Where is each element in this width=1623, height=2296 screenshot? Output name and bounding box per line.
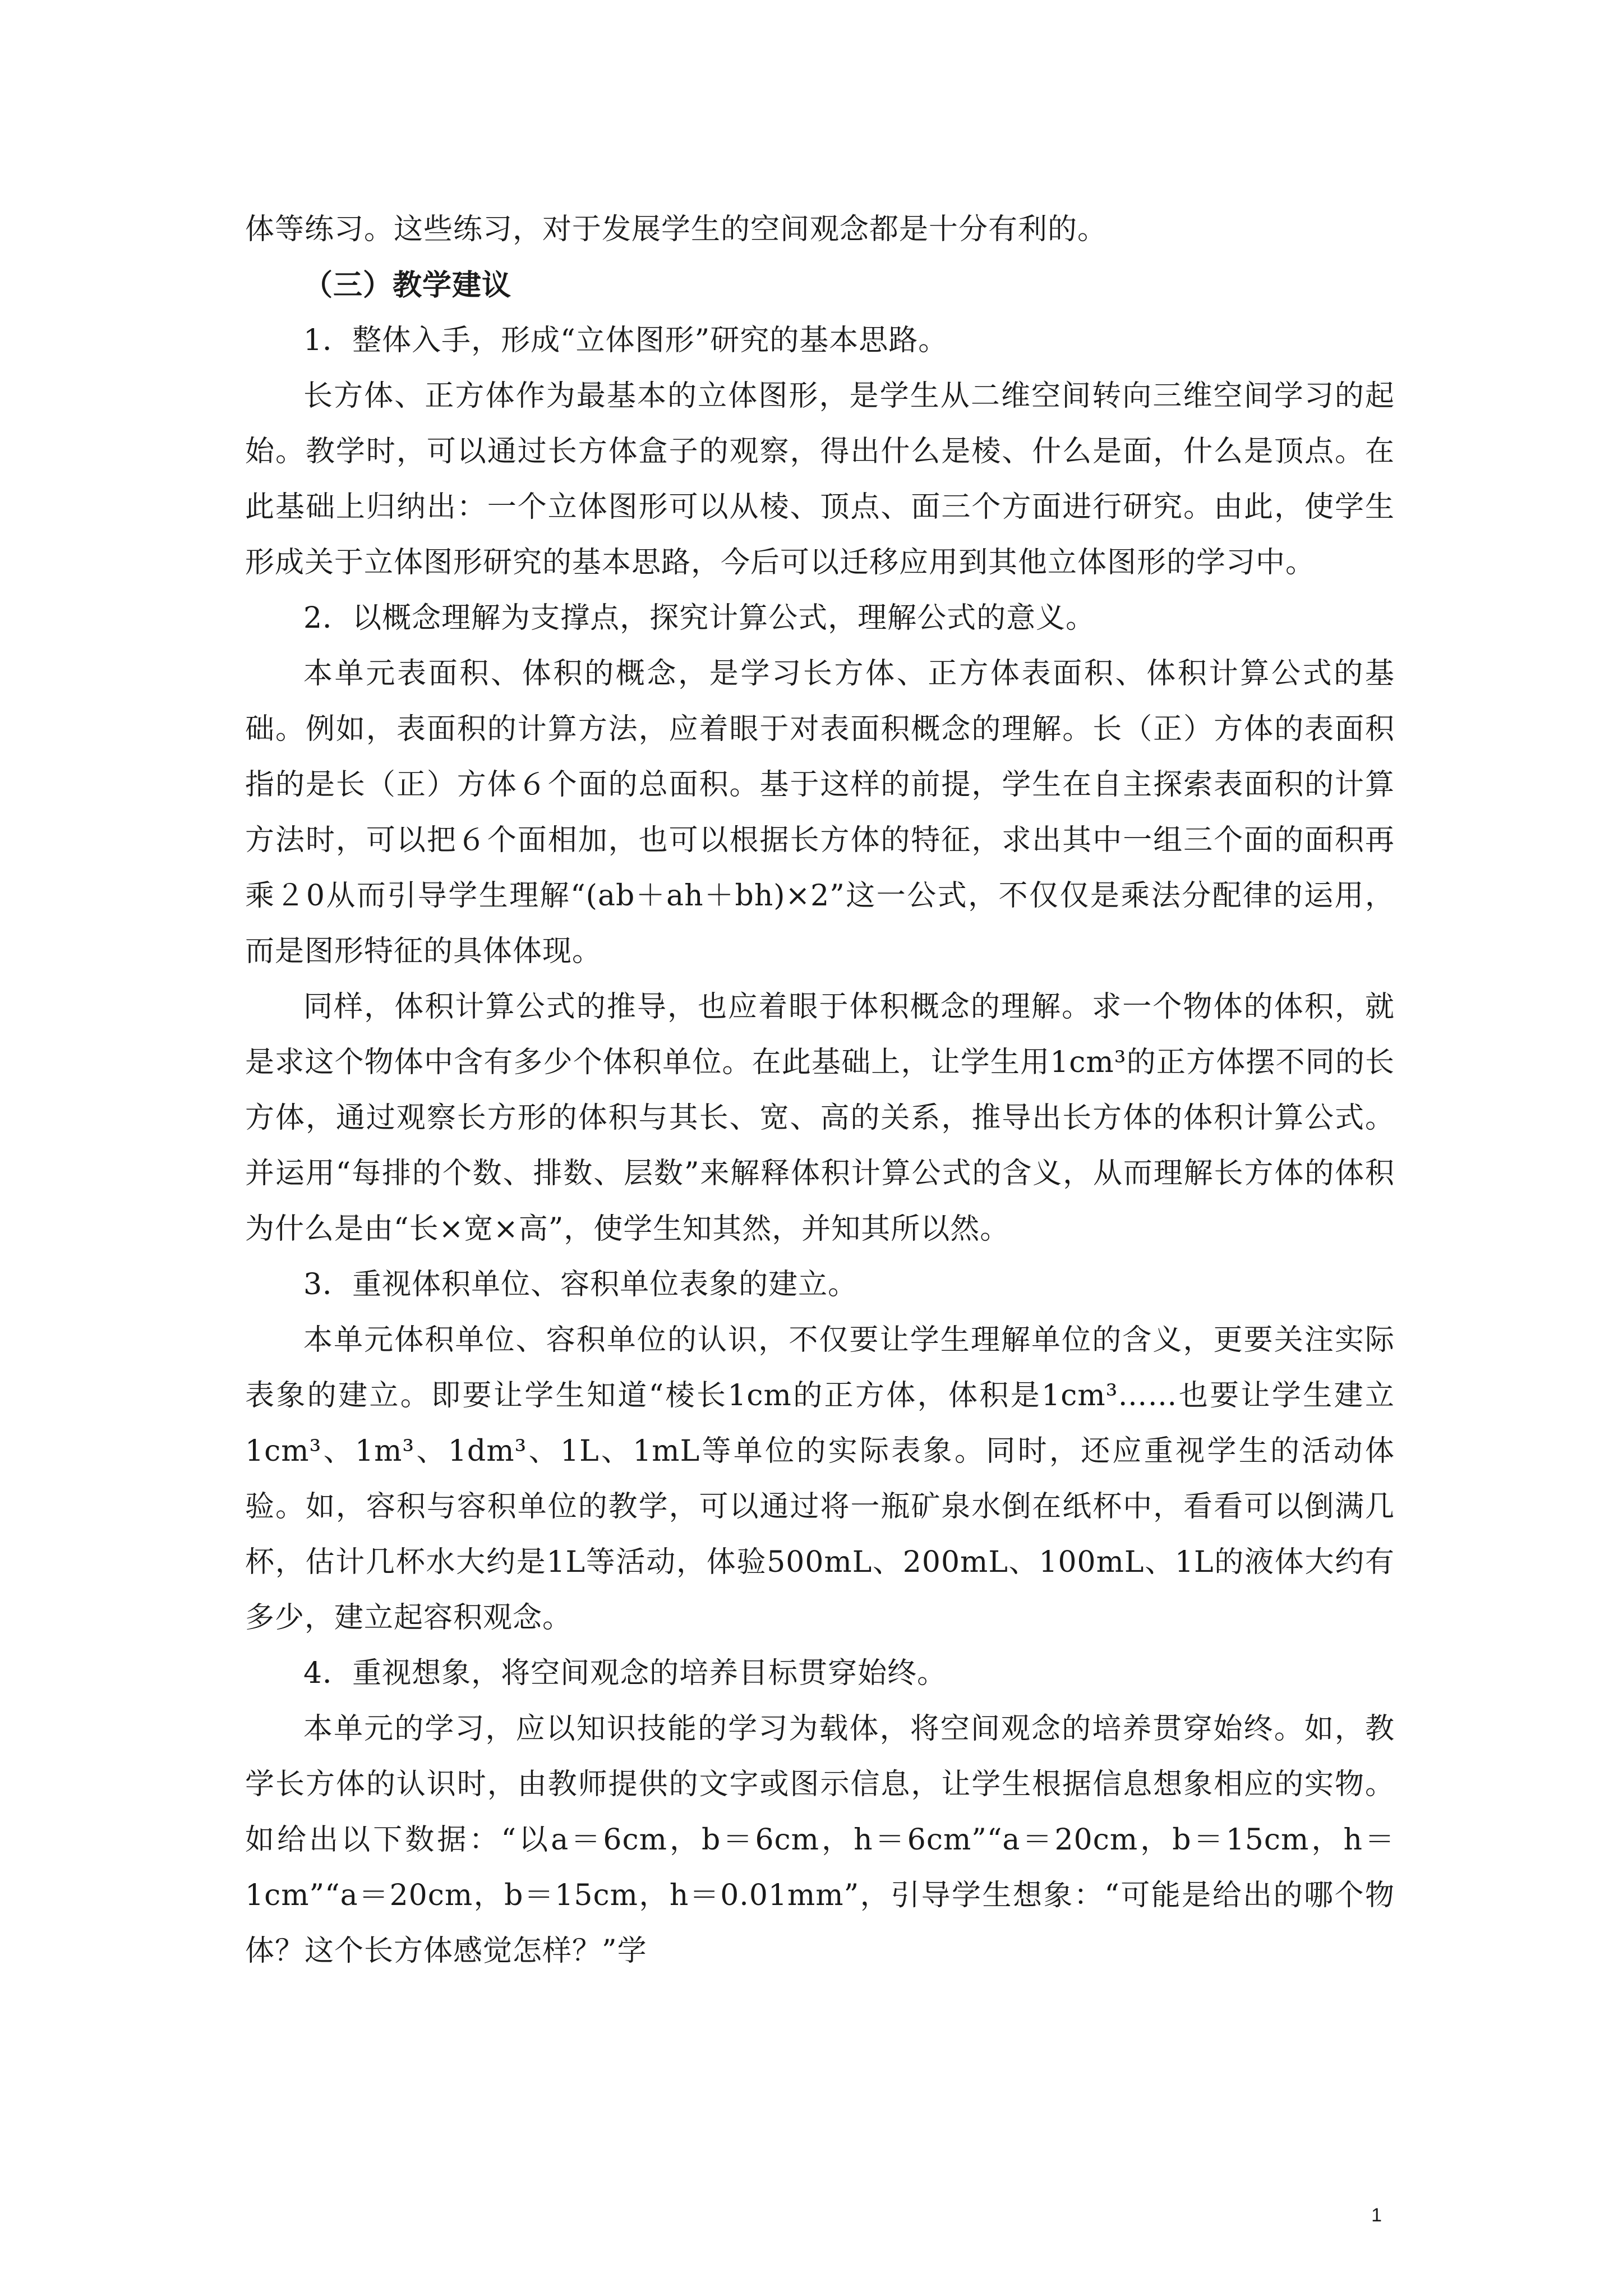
suggestion-1-body: 长方体、正方体作为最基本的立体图形，是学生从二维空间转向三维空间学习的起始。教学时，可以通过长方体盒子的观察，得出什么是棱、什么是面，什么是顶点。在此基础上归纳出：一个立体图形可以从棱、顶点、面三个方面进行研究。由此，使学生形成关于立体图形研究的基本思路，今后可以迁移应用到其他立体图形的学习中。 — [245, 379, 1395, 579]
suggestion-3-title: 3．重视体积单位、容积单位表象的建立。 — [303, 1268, 858, 1301]
suggestion-4-body: 本单元的学习，应以知识技能的学习为载体，将空间观念的培养贯穿始终。如，教学长方体的认识时，由教师提供的文字或图示信息，让学生根据信息想象相应的实物。如给出以下数据：“以a＝6cm，b＝6cm，h＝6cm”“a＝20cm，b＝15cm，h＝1cm”“a＝20cm，b＝15cm，h＝0.01mm”，引导学生想象：“可能是给出的哪个物体？这个长方体感觉怎样？”学 — [245, 1712, 1395, 1968]
document-body — [245, 202, 1395, 1979]
suggestion-4-title: 4．重视想象，将空间观念的培养目标贯穿始终。 — [303, 1657, 947, 1690]
suggestion-1-title: 1．整体入手，形成“立体图形”研究的基本思路。 — [303, 324, 948, 357]
suggestion-2-title: 2．以概念理解为支撑点，探究计算公式，理解公式的意义。 — [303, 601, 1096, 635]
paragraph-continuation: 体等练习。这些练习，对于发展学生的空间观念都是十分有利的。 — [245, 213, 1108, 246]
suggestion-3-body: 本单元体积单位、容积单位的认识，不仅要让学生理解单位的含义，更要关注实际表象的建立。即要让学生知道“棱长1cm的正方体，体积是1cm³……也要让学生建立1cm³、1m³、1dm³、1L、1mL等单位的实际表象。同时，还应重视学生的活动体验。如，容积与容积单位的教学，可以通过将一瓶矿泉水倒在纸杯中，看看可以倒满几杯，估计几杯水大约是1L等活动，体验500mL、200mL、100mL、1L的液体大约有多少，建立起容积观念。 — [245, 1323, 1395, 1635]
section-heading-teaching-suggestions: （三）教学建议 — [303, 268, 512, 302]
suggestion-2-body-volume: 同样，体积计算公式的推导，也应着眼于体积概念的理解。求一个物体的体积，就是求这个物体中含有多少个体积单位。在此基础上，让学生用1cm³的正方体摆不同的长方体，通过观察长方形的体积与其长、宽、高的关系，推导出长方体的体积计算公式。并运用“每排的个数、排数、层数”来解释体积计算公式的含义，从而理解长方体的体积为什么是由“长×宽×高”，使学生知其然，并知其所以然。 — [245, 990, 1395, 1246]
suggestion-2-body-surface-area: 本单元表面积、体积的概念，是学习长方体、正方体表面积、体积计算公式的基础。例如，表面积的计算方法，应着眼于对表面积概念的理解。长（正）方体的表面积指的是长（正）方体６个面的总面积。基于这样的前提，学生在自主探索表面积的计算方法时，可以把６个面相加，也可以根据长方体的特征，求出其中一组三个面的面积再乘２0从而引导学生理解“(ab＋ah＋bh)×2”这一公式，不仅仅是乘法分配律的运用，而是图形特征的具体体现。 — [245, 657, 1395, 968]
page-number: 1 — [1371, 2205, 1382, 2226]
